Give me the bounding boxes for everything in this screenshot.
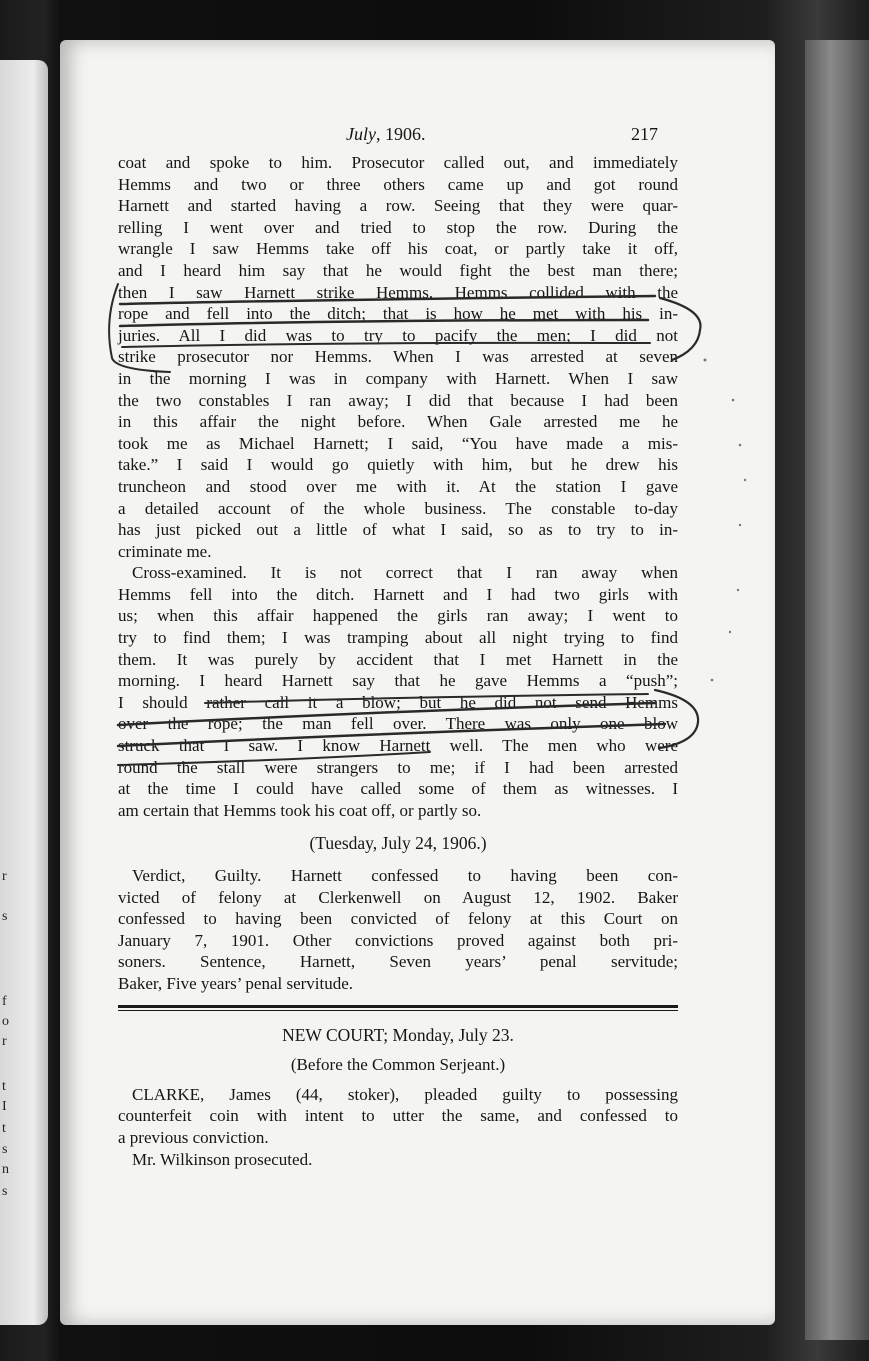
text-line: CLARKE, James (44, stoker), pleaded guilty to possessing — [132, 1084, 678, 1104]
running-header — [118, 124, 678, 152]
facing-page-fragment: t — [2, 1121, 6, 1136]
page-number: 217 — [631, 124, 658, 144]
text-line: coat and spoke to him. Prosecutor called out, and immediately — [118, 153, 678, 172]
prosecuted-line: Mr. Wilkinson prosecuted. — [132, 1149, 313, 1169]
text-line: victed of felony at Clerkenwell on August 12, 1902. Baker — [118, 887, 678, 907]
text-line: round the stall were strangers to me; if I had been arrested — [118, 757, 678, 777]
text-line: soners. Sentence, Harnett, Seven years’ penal servitude; — [118, 952, 678, 972]
facing-page-fragment: r — [2, 1034, 7, 1049]
text-line: I should rather call it a blow; but he did not send Hemms — [118, 692, 678, 712]
text-line: Hemms and two or three others came up and got round — [118, 174, 678, 194]
text-line: then I saw Harnett strike Hemms. Hemms collided with the — [118, 282, 678, 302]
text-line: and I heard him say that he would fight the best man there; — [118, 260, 678, 280]
text-line: struck that I saw. I know Harnett well. The men who were — [118, 736, 678, 756]
text-line: took me as Michael Harnett; I said, “You have made a mis- — [118, 433, 678, 453]
text-line: rope and fell into the ditch; that is how he met with his in- — [118, 304, 678, 324]
text-line: over the rope; the man fell over. There was only one blow — [118, 714, 678, 734]
text-line: in the morning I was in company with Harnett. When I saw — [118, 368, 678, 388]
text-line: us; when this affair happened the girls ran away; I went to — [118, 606, 678, 626]
text-line: try to find them; I was tramping about all night trying to find — [118, 628, 678, 648]
facing-page-fragment: n — [2, 1162, 9, 1177]
facing-page-fragment: s — [2, 1142, 8, 1157]
text-line: the two constables I ran away; I did that because I had been — [118, 390, 678, 410]
text-line: confessed to having been convicted of felony at this Court on — [118, 909, 678, 929]
text-line: Verdict, Guilty. Harnett confessed to having been con- — [132, 866, 678, 885]
text-line: am certain that Hemms took his coat off, or partly so. — [118, 800, 482, 820]
text-line: relling I went over and tried to stop the row. During the — [118, 217, 678, 237]
header-date: July, 1906. — [346, 124, 426, 144]
facing-page-fragment: o — [2, 1014, 9, 1029]
text-line: strike prosecutor nor Hemms. When I was arrested at seven — [118, 347, 678, 367]
facing-page-fragment: t — [2, 1079, 6, 1094]
section-rule — [118, 1005, 678, 1008]
text-line: Baker, Five years’ penal servitude. — [118, 973, 354, 993]
judge-heading: (Before the Common Serjeant.) — [290, 1055, 506, 1075]
court-heading: NEW COURT; Monday, July 23. — [282, 1024, 514, 1045]
text-line: in this affair the night before. When Gale arrested me he — [118, 412, 678, 432]
facing-page-fragment: I — [2, 1099, 7, 1114]
text-line: has just picked out a little of what I said, so as to try to in- — [118, 520, 678, 540]
text-line: counterfeit coin with intent to utter the same, and confessed to — [118, 1106, 678, 1126]
text-line: juries. All I did was to try to pacify the men; I did not — [118, 325, 678, 345]
facing-page-fragment: r — [2, 869, 7, 884]
date-heading: (Tuesday, July 24, 1906.) — [309, 833, 487, 854]
verdict-paragraph — [118, 865, 678, 995]
cross-examination-paragraph — [118, 562, 678, 821]
page-text — [118, 124, 678, 1170]
facing-page-fragment: s — [2, 909, 8, 924]
text-line: a detailed account of the whole business. The constable to-day — [118, 498, 678, 518]
text-line: morning. I heard Harnett say that he gave Hemms a “push”; — [118, 671, 678, 691]
text-line: Cross-examined. It is not correct that I ran away when — [132, 563, 678, 583]
text-line: them. It was purely by accident that I met Harnett in the — [118, 649, 678, 669]
text-line: Harnett and started having a row. Seeing that they were quar- — [118, 196, 678, 216]
testimony-paragraph — [118, 152, 678, 562]
book-edge-right — [805, 40, 869, 1340]
text-line: January 7, 1901. Other convictions proved against both pri- — [118, 930, 678, 950]
text-line: wrangle I saw Hemms take off his coat, or partly take it off, — [118, 239, 678, 259]
text-line: a previous conviction. — [118, 1127, 269, 1147]
text-line: criminate me. — [118, 541, 212, 561]
text-line: take.” I said I would go quietly with him, but he drew his — [118, 455, 678, 475]
facing-page-fragment: f — [2, 994, 7, 1009]
text-line: truncheon and stood over me with it. At the station I gave — [118, 476, 678, 496]
text-line: Hemms fell into the ditch. Harnett and I had two girls with — [118, 584, 678, 604]
facing-page-edge — [0, 60, 48, 1325]
clarke-paragraph — [118, 1084, 678, 1149]
text-line: at the time I could have called some of them as witnesses. I — [118, 779, 678, 799]
facing-page-fragment: s — [2, 1184, 8, 1199]
